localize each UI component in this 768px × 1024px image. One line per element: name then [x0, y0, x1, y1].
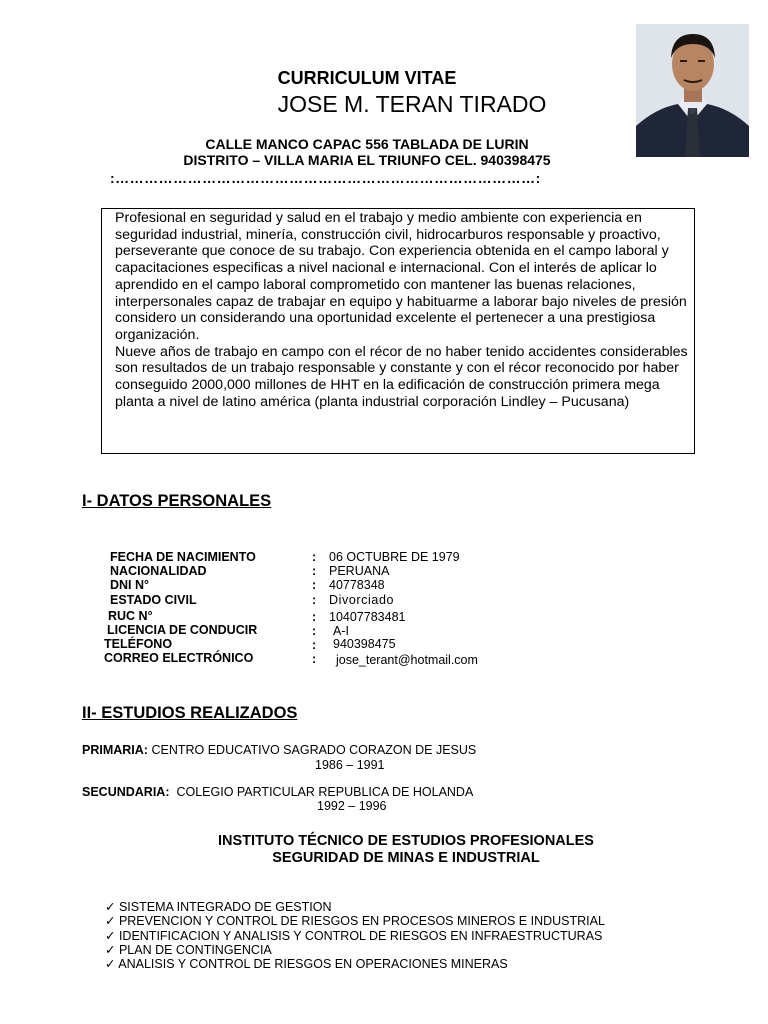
section-heading-education: II- ESTUDIOS REALIZADOS	[82, 704, 298, 722]
personal-colon: :	[312, 564, 317, 578]
profile-photo	[636, 24, 749, 157]
personal-value: 940398475	[333, 637, 396, 651]
primary-school: CENTRO EDUCATIVO SAGRADO CORAZON DE JESUS	[151, 743, 477, 757]
portrait-illustration	[636, 24, 749, 157]
personal-colon: :	[312, 578, 317, 592]
institute-name: INSTITUTO TÉCNICO DE ESTUDIOS PROFESIONALES	[218, 833, 594, 849]
course-item: ✓ IDENTIFICACION Y ANALISIS Y CONTROL DE RIESGOS EN INFRAESTRUCTURAS	[105, 929, 603, 943]
personal-label: TELÉFONO	[104, 637, 173, 651]
section-heading-personal: I- DATOS PERSONALES	[82, 492, 272, 510]
personal-colon: :	[312, 550, 317, 564]
personal-colon: :	[312, 593, 317, 607]
personal-email-value: jose_terant@hotmail.com	[336, 653, 478, 667]
secondary-education	[82, 785, 473, 799]
personal-value: Divorciado	[329, 593, 395, 607]
course-item: ✓ SISTEMA INTEGRADO DE GESTION	[105, 900, 332, 914]
dotted-separator: :……………………………………………………………………………:	[110, 170, 541, 186]
secondary-label: SECUNDARIA:	[82, 785, 170, 799]
course-item: ✓ ANALISIS Y CONTROL DE RIESGOS EN OPERACIONES MINERAS	[105, 957, 508, 971]
course-item: ✓ PREVENCION Y CONTROL DE RIESGOS EN PROCESOS MINEROS E INDUSTRIAL	[105, 914, 605, 928]
personal-label: LICENCIA DE CONDUCIR	[107, 623, 258, 637]
personal-label: CORREO ELECTRÓNICO	[104, 651, 254, 665]
institute-program: SEGURIDAD DE MINAS E INDUSTRIAL	[272, 850, 540, 866]
personal-label: RUC N°	[108, 609, 153, 623]
secondary-years: 1992 – 1996	[317, 799, 387, 813]
primary-years: 1986 – 1991	[315, 758, 385, 772]
personal-colon: :	[312, 652, 317, 666]
address-line-1: CALLE MANCO CAPAC 556 TABLADA DE LURIN	[205, 136, 529, 152]
profile-summary-box	[101, 208, 695, 454]
personal-label: ESTADO CIVIL	[110, 593, 197, 607]
person-name: JOSE M. TERAN TIRADO	[277, 91, 547, 117]
personal-value: A-I	[333, 624, 349, 638]
personal-label: FECHA DE NACIMIENTO	[110, 550, 256, 564]
personal-value: PERUANA	[329, 564, 390, 578]
personal-colon: :	[312, 610, 317, 624]
secondary-school: COLEGIO PARTICULAR REPUBLICA DE HOLANDA	[176, 785, 474, 799]
primary-education	[82, 743, 476, 757]
course-item: ✓ PLAN DE CONTINGENCIA	[105, 943, 272, 957]
primary-label: PRIMARIA:	[82, 743, 148, 757]
personal-value: 10407783481	[329, 610, 406, 624]
personal-value: 06 OCTUBRE DE 1979	[329, 550, 460, 564]
personal-label: DNI N°	[110, 578, 150, 592]
personal-value: 40778348	[329, 578, 385, 592]
profile-paragraph-1: Profesional en seguridad y salud en el trabajo y medio ambiente con experiencia en seguridad industrial, minería, construcción civil, hidrocarburos responsable y proactivo, perseverante que conoce de su trabajo. Con experiencia obtenida en el campo laboral y capacitaciones especificas a nivel nacional e internacional. Con el interés de aplicar lo aprendido en el campo laboral comprometido con mantener las buenas relaciones, interpersonales capaz de trabajar en equipo y habituarme a laborar bajo niveles de presión considero un considerando una oportunidad excelente el pertenecer a una prestigiosa organización.	[115, 210, 687, 343]
personal-label: NACIONALIDAD	[110, 564, 207, 578]
personal-colon: :	[312, 624, 317, 638]
personal-colon: :	[312, 638, 317, 652]
address-line-2: DISTRITO – VILLA MARIA EL TRIUNFO CEL. 940398475	[183, 152, 551, 168]
document-title: CURRICULUM VITAE	[277, 68, 457, 88]
profile-paragraph-2: Nueve años de trabajo en campo con el récor de no haber tenido accidentes considerables son resultados de un trabajo responsable y constante y con el récor reconocido por haber conseguido 2000,000 millones de HHT en la edificación de construcción primera mega planta a nivel de latino américa (planta industrial corporación Lindley – Pucusana)	[115, 343, 688, 410]
